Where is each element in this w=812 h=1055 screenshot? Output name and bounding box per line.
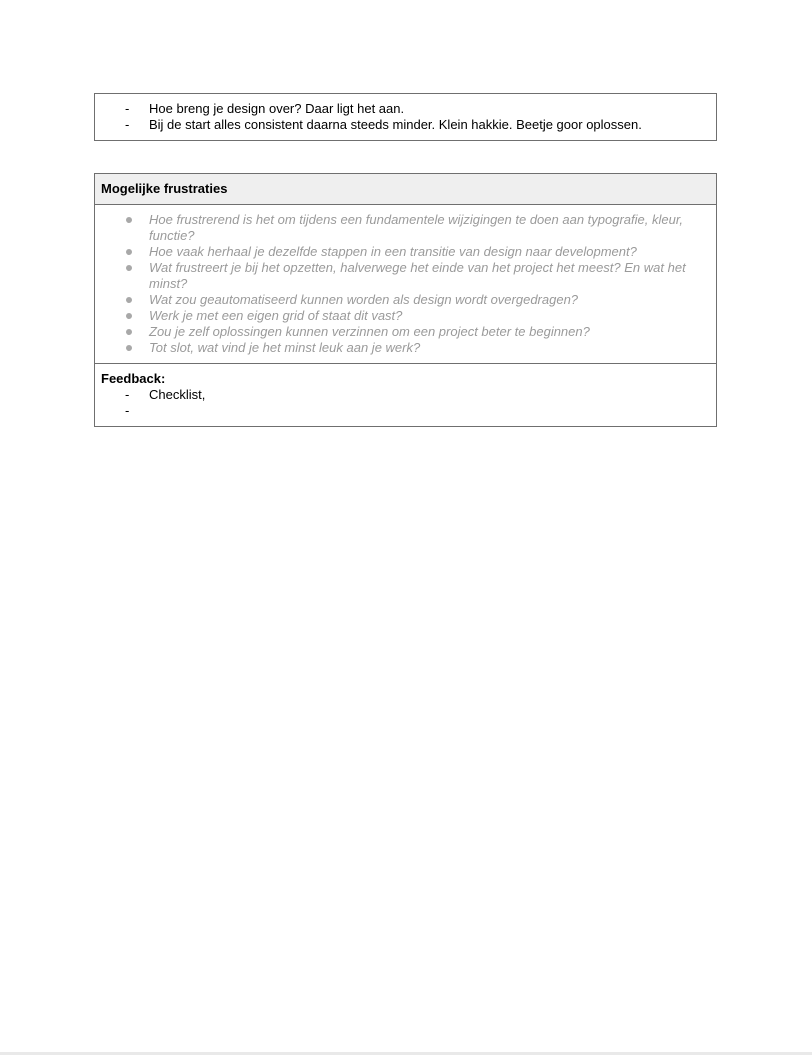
dash-marker: - — [125, 101, 130, 116]
notes-list — [95, 101, 716, 133]
question-text: Hoe frustrerend is het om tijdens een fundamentele wijzigingen te doen aan typografie, kleur, functie? — [149, 212, 684, 243]
questions-cell — [95, 205, 716, 364]
question-text: Wat frustreert je bij het opzetten, halverwege het einde van het project het meest? En wat het minst? — [149, 260, 686, 291]
notes-box — [94, 93, 717, 141]
question-item — [95, 292, 716, 308]
list-item-text: Checklist, — [149, 387, 206, 402]
bullet-icon — [126, 265, 132, 271]
question-item — [95, 308, 716, 324]
question-text: Wat zou geautomatiseerd kunnen worden als design wordt overgedragen? — [149, 292, 579, 307]
question-text: Werk je met een eigen grid of staat dit vast? — [149, 308, 403, 323]
bullet-icon — [126, 249, 132, 255]
feedback-cell — [95, 364, 716, 419]
bullet-icon — [126, 217, 132, 223]
list-item — [95, 387, 716, 403]
list-item-text: Hoe breng je design over? Daar ligt het aan. — [149, 101, 405, 116]
question-item — [95, 260, 716, 292]
list-item — [95, 101, 716, 117]
question-text: Hoe vaak herhaal je dezelfde stappen in een transitie van design naar development? — [149, 244, 637, 259]
bullet-icon — [126, 313, 132, 319]
feedback-list — [95, 387, 716, 419]
question-text: Zou je zelf oplossingen kunnen verzinnen om een project beter te beginnen? — [149, 324, 590, 339]
question-item — [95, 340, 716, 356]
question-item — [95, 212, 716, 244]
dash-marker: - — [125, 387, 130, 402]
bullet-icon — [126, 345, 132, 351]
frustrations-heading: Mogelijke frustraties — [95, 174, 716, 205]
list-item — [95, 117, 716, 133]
bullet-icon — [126, 329, 132, 335]
question-item — [95, 244, 716, 260]
list-item — [95, 403, 716, 419]
dash-marker: - — [125, 117, 130, 132]
frustrations-table — [94, 173, 717, 427]
list-item-text: Bij de start alles consistent daarna steeds minder. Klein hakkie. Beetje goor oplossen. — [149, 117, 642, 132]
questions-list — [95, 212, 716, 356]
dash-marker: - — [125, 403, 130, 418]
feedback-heading: Feedback: — [101, 371, 166, 386]
question-text: Tot slot, wat vind je het minst leuk aan je werk? — [149, 340, 421, 355]
bullet-icon — [126, 297, 132, 303]
question-item — [95, 324, 716, 340]
